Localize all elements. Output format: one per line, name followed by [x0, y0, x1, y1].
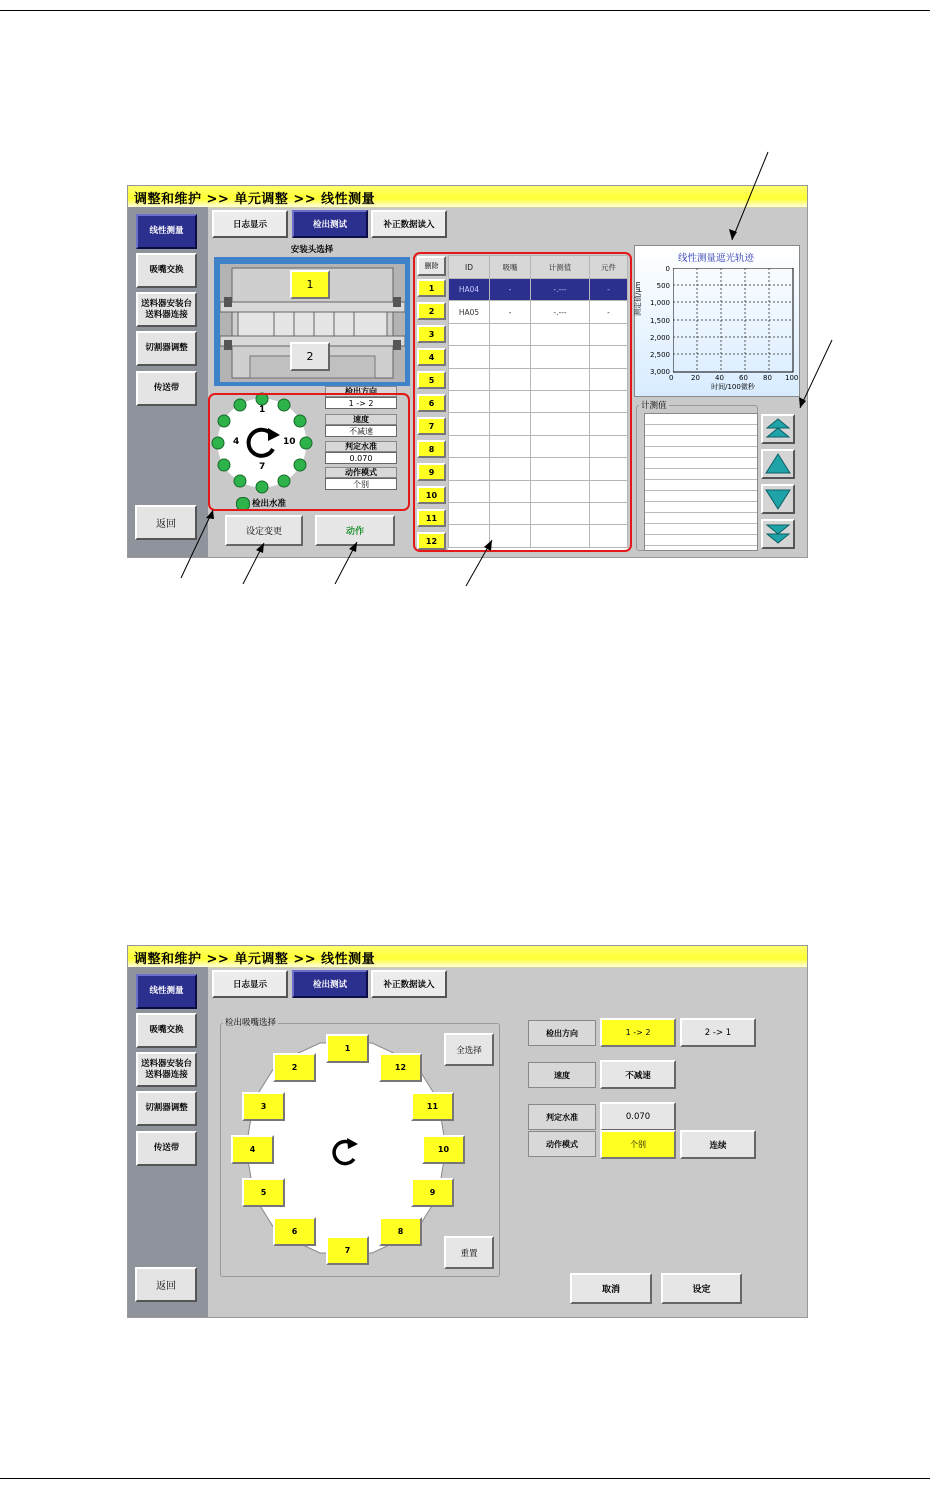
change-settings-button[interactable]: 设定变更	[225, 515, 303, 546]
breadcrumb: 调整和维护 >> 单元调整 >> 线性测量	[134, 192, 376, 207]
side-menu	[128, 207, 208, 557]
y-tick-500: 500	[656, 282, 670, 290]
nozzle-button-5[interactable]: 5	[242, 1178, 285, 1207]
cell-nozzle: -	[490, 279, 531, 301]
nozzle-select-title: 检出吸嘴选择	[225, 1018, 277, 1028]
tab-detection-test[interactable]: 检出测试	[292, 970, 368, 998]
down-icon	[763, 486, 793, 512]
nozzle-label-bottom: 7	[259, 462, 266, 472]
row-button-3[interactable]: 3	[417, 325, 446, 343]
x-tick-60: 60	[739, 374, 748, 382]
x-tick-100: 100	[785, 374, 799, 382]
nozzle-button-7[interactable]: 7	[326, 1236, 369, 1265]
y-tick-1500: 1,500	[649, 317, 670, 325]
set-button[interactable]: 设定	[661, 1273, 742, 1304]
table-highlight-box	[413, 252, 632, 552]
menu-nozzle-exchange[interactable]: 吸嘴交换	[136, 1013, 197, 1048]
row-button-1[interactable]: 1	[417, 279, 446, 297]
tab-log-display[interactable]: 日志显示	[212, 970, 288, 998]
y-tick-2500: 2,500	[649, 351, 670, 359]
speed-button[interactable]: 不减速	[600, 1060, 676, 1089]
threshold-label: 判定水准	[325, 441, 397, 452]
scroll-up-button[interactable]	[761, 449, 795, 479]
nozzle-button-9[interactable]: 9	[411, 1178, 454, 1207]
row-button-4[interactable]: 4	[417, 348, 446, 366]
mode-value: 个别	[325, 478, 397, 490]
x-tick-20: 20	[691, 374, 700, 382]
page-bottom-rule	[0, 1478, 930, 1479]
linear-measurement-screen-1	[127, 185, 808, 558]
threshold-input[interactable]: 0.070	[600, 1102, 676, 1131]
cell-nozzle: -	[490, 301, 531, 323]
scroll-top-button[interactable]	[761, 414, 795, 444]
mode-label: 动作模式	[528, 1131, 596, 1157]
col-measured: 计测值	[531, 256, 590, 279]
graph-x-label: 时间/100微秒	[711, 383, 755, 391]
threshold-value: 0.070	[325, 452, 397, 464]
cell-id: HA04	[449, 279, 490, 301]
mode-continuous-button[interactable]: 连续	[680, 1130, 756, 1159]
scroll-down-button[interactable]	[761, 484, 795, 514]
menu-cutter-adjust[interactable]: 切割器调整	[136, 331, 197, 366]
rotate-ccw-icon	[330, 1135, 362, 1169]
legend-text: 检出水准	[252, 499, 287, 509]
menu-feeder-connection[interactable]: 送料器安装台 送料器连接	[136, 292, 197, 327]
menu-conveyor[interactable]: 传送带	[136, 1131, 197, 1166]
nozzle-button-8[interactable]: 8	[379, 1217, 422, 1246]
row-button-11[interactable]: 11	[417, 509, 446, 527]
speed-label: 速度	[528, 1062, 596, 1088]
menu-nozzle-exchange[interactable]: 吸嘴交换	[136, 253, 197, 288]
select-all-button[interactable]: 全选择	[444, 1033, 494, 1066]
menu-feeder-connection[interactable]: 送料器安装台 送料器连接	[136, 1052, 197, 1087]
nozzle-button-3[interactable]: 3	[242, 1092, 285, 1121]
cancel-button[interactable]: 取消	[570, 1273, 652, 1304]
mode-label: 动作模式	[325, 467, 397, 478]
direction-1-to-2-button[interactable]: 1 -> 2	[600, 1018, 676, 1047]
double-up-icon	[763, 416, 793, 442]
graph-plot-area	[673, 268, 794, 373]
direction-label: 检出方向	[528, 1020, 596, 1046]
nozzle-button-4[interactable]: 4	[231, 1135, 274, 1164]
menu-conveyor[interactable]: 传送带	[136, 371, 197, 406]
nozzle-button-2[interactable]: 2	[273, 1053, 316, 1082]
clear-button[interactable]: 删除	[417, 256, 446, 276]
row-button-12[interactable]: 12	[417, 532, 446, 550]
back-button[interactable]: 返回	[135, 505, 197, 540]
cell-id: HA05	[449, 301, 490, 323]
tab-correction-data[interactable]: 补正数据读入	[371, 210, 447, 238]
row-button-5[interactable]: 5	[417, 371, 446, 389]
measured-list[interactable]	[644, 413, 758, 551]
settings-highlight-box	[208, 393, 410, 511]
x-tick-80: 80	[763, 374, 772, 382]
direction-label: 检出方向	[325, 386, 397, 397]
menu-linear-measurement[interactable]: 线性测量	[136, 974, 197, 1009]
nozzle-button-12[interactable]: 12	[379, 1053, 422, 1082]
direction-value: 1 -> 2	[325, 397, 397, 409]
graph-y-label: 测定值/μm	[634, 281, 642, 316]
measured-title: 计测值	[641, 401, 667, 411]
title-bar	[128, 946, 807, 968]
mode-individual-button[interactable]: 个别	[600, 1130, 676, 1159]
x-tick-40: 40	[715, 374, 724, 382]
col-id: ID	[449, 256, 490, 279]
tab-detection-test[interactable]: 检出测试	[292, 210, 368, 238]
row-button-6[interactable]: 6	[417, 394, 446, 412]
nozzle-label-top: 1	[259, 405, 266, 415]
up-icon	[763, 451, 793, 477]
row-button-7[interactable]: 7	[417, 417, 446, 435]
col-nozzle: 吸嘴	[490, 256, 531, 279]
nozzle-label-right: 10	[283, 437, 296, 447]
back-button[interactable]: 返回	[135, 1267, 197, 1302]
head-2-button[interactable]: 2	[290, 342, 330, 371]
cell-component: -	[590, 279, 628, 301]
tab-correction-data[interactable]: 补正数据读入	[371, 970, 447, 998]
tab-log-display[interactable]: 日志显示	[212, 210, 288, 238]
speed-value: 不减速	[325, 425, 397, 437]
head-select-title: 安装头选择	[214, 243, 410, 257]
nozzle-button-6[interactable]: 6	[273, 1217, 316, 1246]
row-button-2[interactable]: 2	[417, 302, 446, 320]
cell-measured: -.---	[531, 301, 590, 323]
threshold-label: 判定水准	[528, 1104, 596, 1130]
y-tick-2000: 2,000	[649, 334, 670, 342]
double-down-icon	[763, 521, 793, 547]
nozzle-button-11[interactable]: 11	[411, 1092, 454, 1121]
nozzle-button-10[interactable]: 10	[422, 1135, 465, 1164]
scroll-bottom-button[interactable]	[761, 519, 795, 549]
nozzle-label-left: 4	[233, 437, 240, 447]
action-button[interactable]: 动作	[315, 515, 395, 546]
page-top-rule	[0, 10, 930, 11]
breadcrumb: 调整和维护 >> 单元调整 >> 线性测量	[134, 952, 376, 967]
row-button-9[interactable]: 9	[417, 463, 446, 481]
cell-measured: -.---	[531, 279, 590, 301]
nozzle-button-1[interactable]: 1	[326, 1034, 369, 1063]
menu-cutter-adjust[interactable]: 切割器调整	[136, 1091, 197, 1126]
reset-button[interactable]: 重置	[444, 1236, 494, 1269]
side-menu	[128, 967, 208, 1317]
cell-component: -	[590, 301, 628, 323]
row-button-10[interactable]: 10	[417, 486, 446, 504]
col-component: 元件	[590, 256, 628, 279]
direction-2-to-1-button[interactable]: 2 -> 1	[680, 1018, 756, 1047]
y-tick-1000: 1,000	[649, 299, 670, 307]
title-bar	[128, 186, 807, 208]
menu-linear-measurement[interactable]: 线性测量	[136, 214, 197, 249]
speed-label: 速度	[325, 414, 397, 425]
row-button-8[interactable]: 8	[417, 440, 446, 458]
x-tick-0: 0	[669, 374, 674, 382]
head-1-button[interactable]: 1	[290, 270, 330, 299]
graph-title: 线性测量遮光轨迹	[677, 253, 754, 264]
y-tick-0: 0	[665, 265, 670, 273]
y-tick-3000: 3,000	[649, 368, 670, 376]
linear-measurement-screen-2	[127, 945, 808, 1318]
